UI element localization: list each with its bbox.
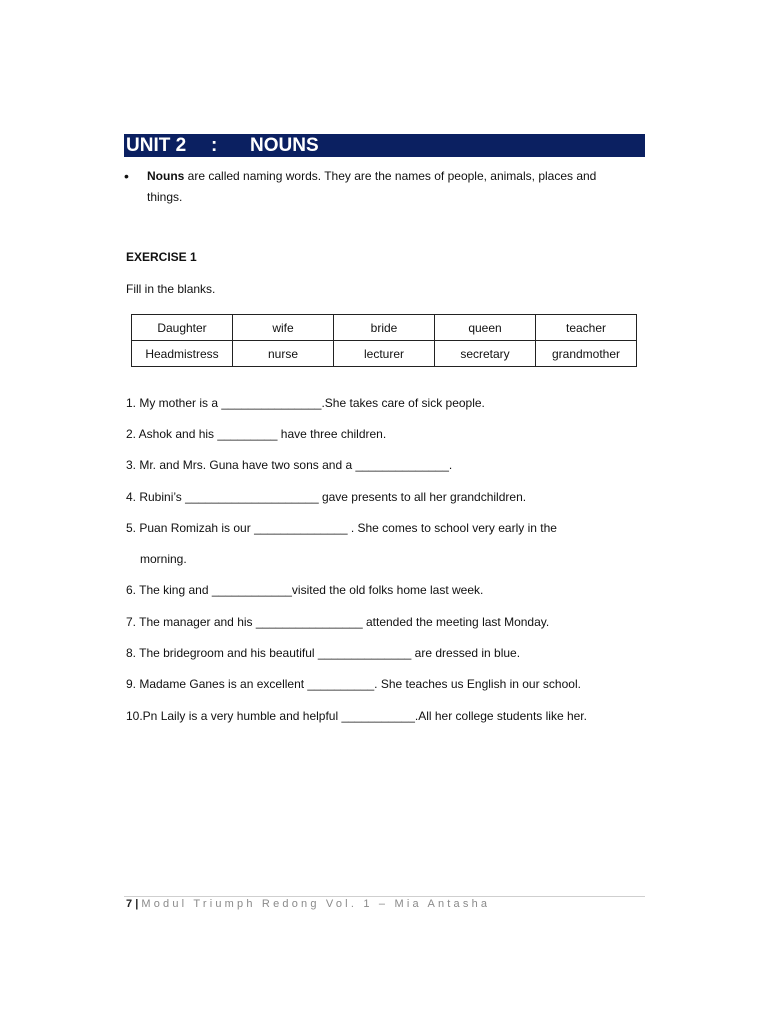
question-item: 4. Rubini’s ____________________ gave presents to all her grandchildren.	[126, 490, 527, 504]
footer-divider	[124, 896, 645, 897]
question-item: 6. The king and ____________visited the old folks home last week.	[126, 583, 484, 597]
word-cell: secretary	[435, 341, 536, 367]
question-item: 10.Pn Laily is a very humble and helpful ___________.All her college students like her.	[126, 709, 587, 723]
exercise-title: EXERCISE 1	[126, 250, 197, 264]
word-cell: nurse	[233, 341, 334, 367]
page-footer	[126, 898, 490, 910]
word-cell: teacher	[536, 315, 637, 341]
word-cell: wife	[233, 315, 334, 341]
unit-banner	[124, 134, 645, 157]
question-item: 9. Madame Ganes is an excellent __________. She teaches us English in our school.	[126, 677, 581, 691]
intro-text	[147, 166, 644, 208]
footer-separator: |	[135, 898, 139, 910]
word-cell: Daughter	[132, 315, 233, 341]
word-cell: lecturer	[334, 341, 435, 367]
word-cell: grandmother	[536, 341, 637, 367]
word-bank-table	[131, 314, 637, 367]
unit-colon: :	[211, 135, 218, 156]
exercise-instruction: Fill in the blanks.	[126, 282, 216, 296]
intro-line-2: things.	[147, 190, 183, 204]
question-item: 2. Ashok and his _________ have three children.	[126, 427, 387, 441]
word-cell: bride	[334, 315, 435, 341]
question-item: 1. My mother is a _______________.She takes care of sick people.	[126, 396, 485, 410]
unit-title: NOUNS	[250, 135, 319, 156]
intro-term: Nouns	[147, 169, 185, 183]
table-row	[132, 341, 637, 367]
question-item-continuation: morning.	[140, 552, 187, 566]
unit-number: UNIT 2	[126, 135, 187, 156]
word-cell: Headmistress	[132, 341, 233, 367]
question-item: 3. Mr. and Mrs. Guna have two sons and a ______________.	[126, 458, 453, 472]
word-cell: queen	[435, 315, 536, 341]
bullet-icon: •	[124, 168, 129, 184]
footer-title: Modul Triumph Redong Vol. 1 – Mia Antasha	[141, 898, 491, 910]
intro-line-1: are called naming words. They are the names of people, animals, places and	[184, 169, 597, 183]
question-item: 7. The manager and his ________________ attended the meeting last Monday.	[126, 615, 550, 629]
question-item: 8. The bridegroom and his beautiful ______________ are dressed in blue.	[126, 646, 521, 660]
question-item: 5. Puan Romizah is our ______________ . She comes to school very early in the	[126, 521, 557, 535]
page-number: 7	[126, 898, 133, 910]
table-row	[132, 315, 637, 341]
